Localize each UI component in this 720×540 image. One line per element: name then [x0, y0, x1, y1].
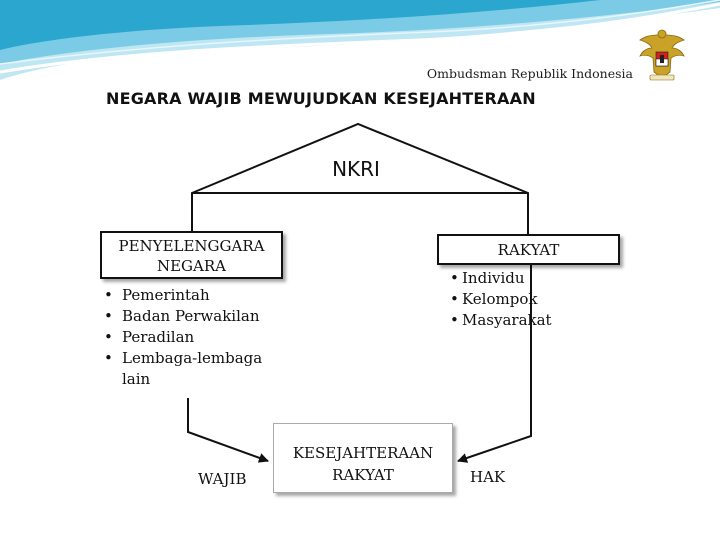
list-item: • Lembaga-lembaga lain [104, 348, 279, 390]
penyelenggara-negara-list [104, 285, 279, 390]
page-title: NEGARA WAJIB MEWUJUDKAN KESEJAHTERAAN [106, 89, 536, 108]
list-item: • Peradilan [104, 327, 279, 348]
hak-arrow-label: HAK [470, 468, 506, 486]
list-item: • Pemerintah [104, 285, 279, 306]
list-item: • Individu [450, 268, 610, 289]
list-item: • Badan Perwakilan [104, 306, 279, 327]
rakyat-list [450, 268, 610, 331]
rakyat-box: RAKYAT [437, 234, 620, 265]
penyelenggara-negara-box: PENYELENGGARA NEGARA [100, 231, 283, 279]
organization-name: Ombudsman Republik Indonesia [426, 66, 633, 81]
list-item: • Kelompok [450, 289, 610, 310]
nkri-roof-label: NKRI [332, 157, 380, 181]
kesejahteraan-rakyat-box: KESEJAHTERAAN RAKYAT [273, 423, 453, 493]
wajib-arrow-label: WAJIB [198, 470, 247, 488]
list-item: • Masyarakat [450, 310, 610, 331]
